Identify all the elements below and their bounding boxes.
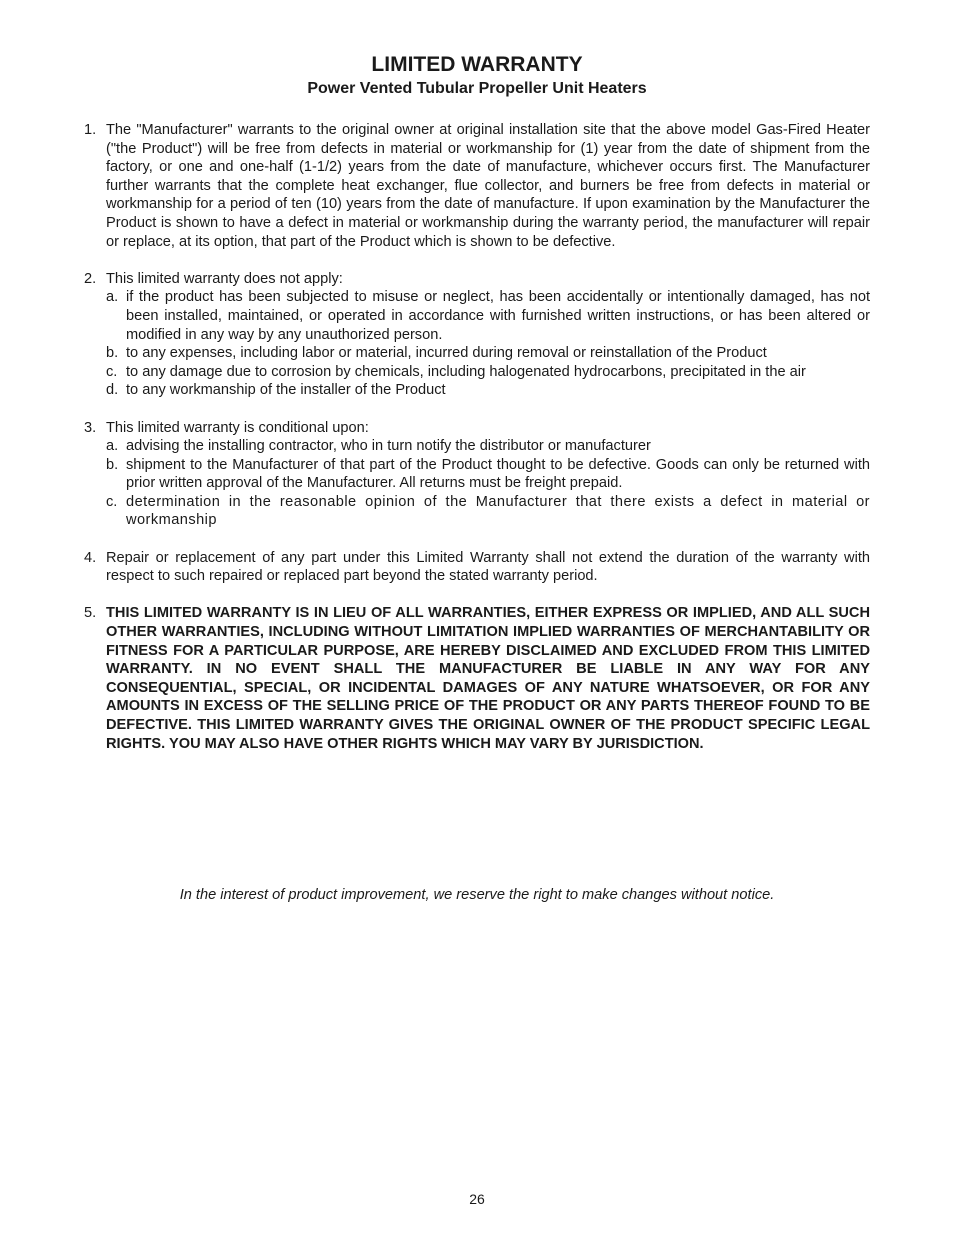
- subitem-letter: d.: [106, 382, 119, 399]
- item-number: 4.: [84, 549, 97, 566]
- subitem-letter: b.: [106, 456, 119, 473]
- subitem-text: to any damage due to corrosion by chemicals, including halogenated hydrocarbons, precipitated in the air: [126, 363, 806, 380]
- subitem-letter: b.: [106, 345, 119, 362]
- page-title: LIMITED WARRANTY: [371, 53, 583, 76]
- subitem-letter: a.: [106, 289, 119, 306]
- subitem-text: advising the installing contractor, who in turn notify the distributor or manufacturer: [126, 438, 651, 455]
- warranty-item-3: [84, 419, 870, 531]
- warranty-item-5: [84, 604, 870, 753]
- warranty-item-1: [84, 121, 870, 251]
- subitem-text: shipment to the Manufacturer of that part of the Product thought to be defective. Goods can only be returned with prior written approval of the Manufacturer. All returns must be freight prepaid.: [126, 456, 870, 492]
- page-subtitle: Power Vented Tubular Propeller Unit Heaters: [307, 80, 647, 97]
- item-number: 5.: [84, 605, 97, 622]
- subitem-text: to any expenses, including labor or material, incurred during removal or reinstallation of the Product: [126, 345, 767, 362]
- subitem-2b: [106, 344, 870, 363]
- item-text: THIS LIMITED WARRANTY IS IN LIEU OF ALL WARRANTIES, EITHER EXPRESS OR IMPLIED, AND ALL SUCH OTHER WARRANTIES, INCLUDING WITHOUT LIMITATION IMPLIED WARRANTIES OF MERCHANTABILITY OR FITNESS FOR A PARTICULAR PURPOSE, ARE HEREBY DISCLAIMED AND EXCLUDED FROM THIS LIMITED WARRANTY. IN NO EVENT SHALL THE MANUFACTURER BE LIABLE IN ANY WAY FOR ANY CONSEQUENTIAL, SPECIAL, OR INCIDENTAL DAMAGES OF ANY NATURE WHATSOEVER, OR FOR ANY AMOUNTS IN EXCESS OF THE SELLING PRICE OF THE PRODUCT OR ANY PARTS THEREOF FOUND TO BE DEFECTIVE. THIS LIMITED WARRANTY GIVES THE ORIGINAL OWNER OF THE PRODUCT SPECIFIC LEGAL RIGHTS. YOU MAY ALSO HAVE OTHER RIGHTS WHICH MAY VARY BY JURISDICTION.: [106, 605, 870, 752]
- subitem-letter: c.: [106, 363, 118, 380]
- subitem-text: determination in the reasonable opinion of the Manufacturer that there exists a defect in material or workmanship: [126, 493, 870, 529]
- item-text: This limited warranty does not apply:: [106, 270, 343, 287]
- item-number: 3.: [84, 419, 97, 436]
- subitem-3a: [106, 437, 870, 456]
- subitem-letter: a.: [106, 438, 119, 455]
- warranty-item-2: [84, 270, 870, 400]
- item-text: The "Manufacturer" warrants to the original owner at original installation site that the above model Gas-Fired Heater ("the Product") will be free from defects in material or workmanship for (1) year from the date of shipment from the factory, or one and one-half (1-1/2) years from the date of manufacture, whichever occurs first. The Manufacturer further warrants that the complete heat exchanger, flue collector, and burners be free from defects in material or workmanship for a period of ten (10) years from the date of manufacture. If upon examination by the Manufacturer the Product is shown to have a defect in material or workmanship during the warranty period, the manufacturer will repair or replace, at its option, that part of the Product which is shown to be defective.: [106, 122, 870, 250]
- subitem-3c: [106, 493, 870, 530]
- subitem-text: if the product has been subjected to misuse or neglect, has been accidentally or intentionally damaged, has not been installed, maintained, or operated in accordance with furnished written instructions, or has been altered or modified in any way by any unauthorized person.: [126, 289, 870, 343]
- item-number: 2.: [84, 270, 97, 287]
- item-text: Repair or replacement of any part under this Limited Warranty shall not extend the duration of the warranty with respect to such repaired or replaced part beyond the stated warranty period.: [106, 549, 870, 585]
- subitem-text: to any workmanship of the installer of the Product: [126, 382, 446, 399]
- item-text: This limited warranty is conditional upon:: [106, 419, 369, 436]
- warranty-item-4: [84, 549, 870, 586]
- subitem-2a: [106, 288, 870, 344]
- subitem-letter: c.: [106, 493, 118, 510]
- warranty-terms: [84, 121, 870, 753]
- item-number: 1.: [84, 122, 97, 138]
- subitem-2c: [106, 363, 870, 382]
- subitem-3b: [106, 456, 870, 493]
- product-improvement-notice: In the interest of product improvement, we reserve the right to make changes without notice.: [179, 887, 775, 903]
- subitem-2d: [106, 381, 870, 400]
- page-number: 26: [469, 1191, 485, 1207]
